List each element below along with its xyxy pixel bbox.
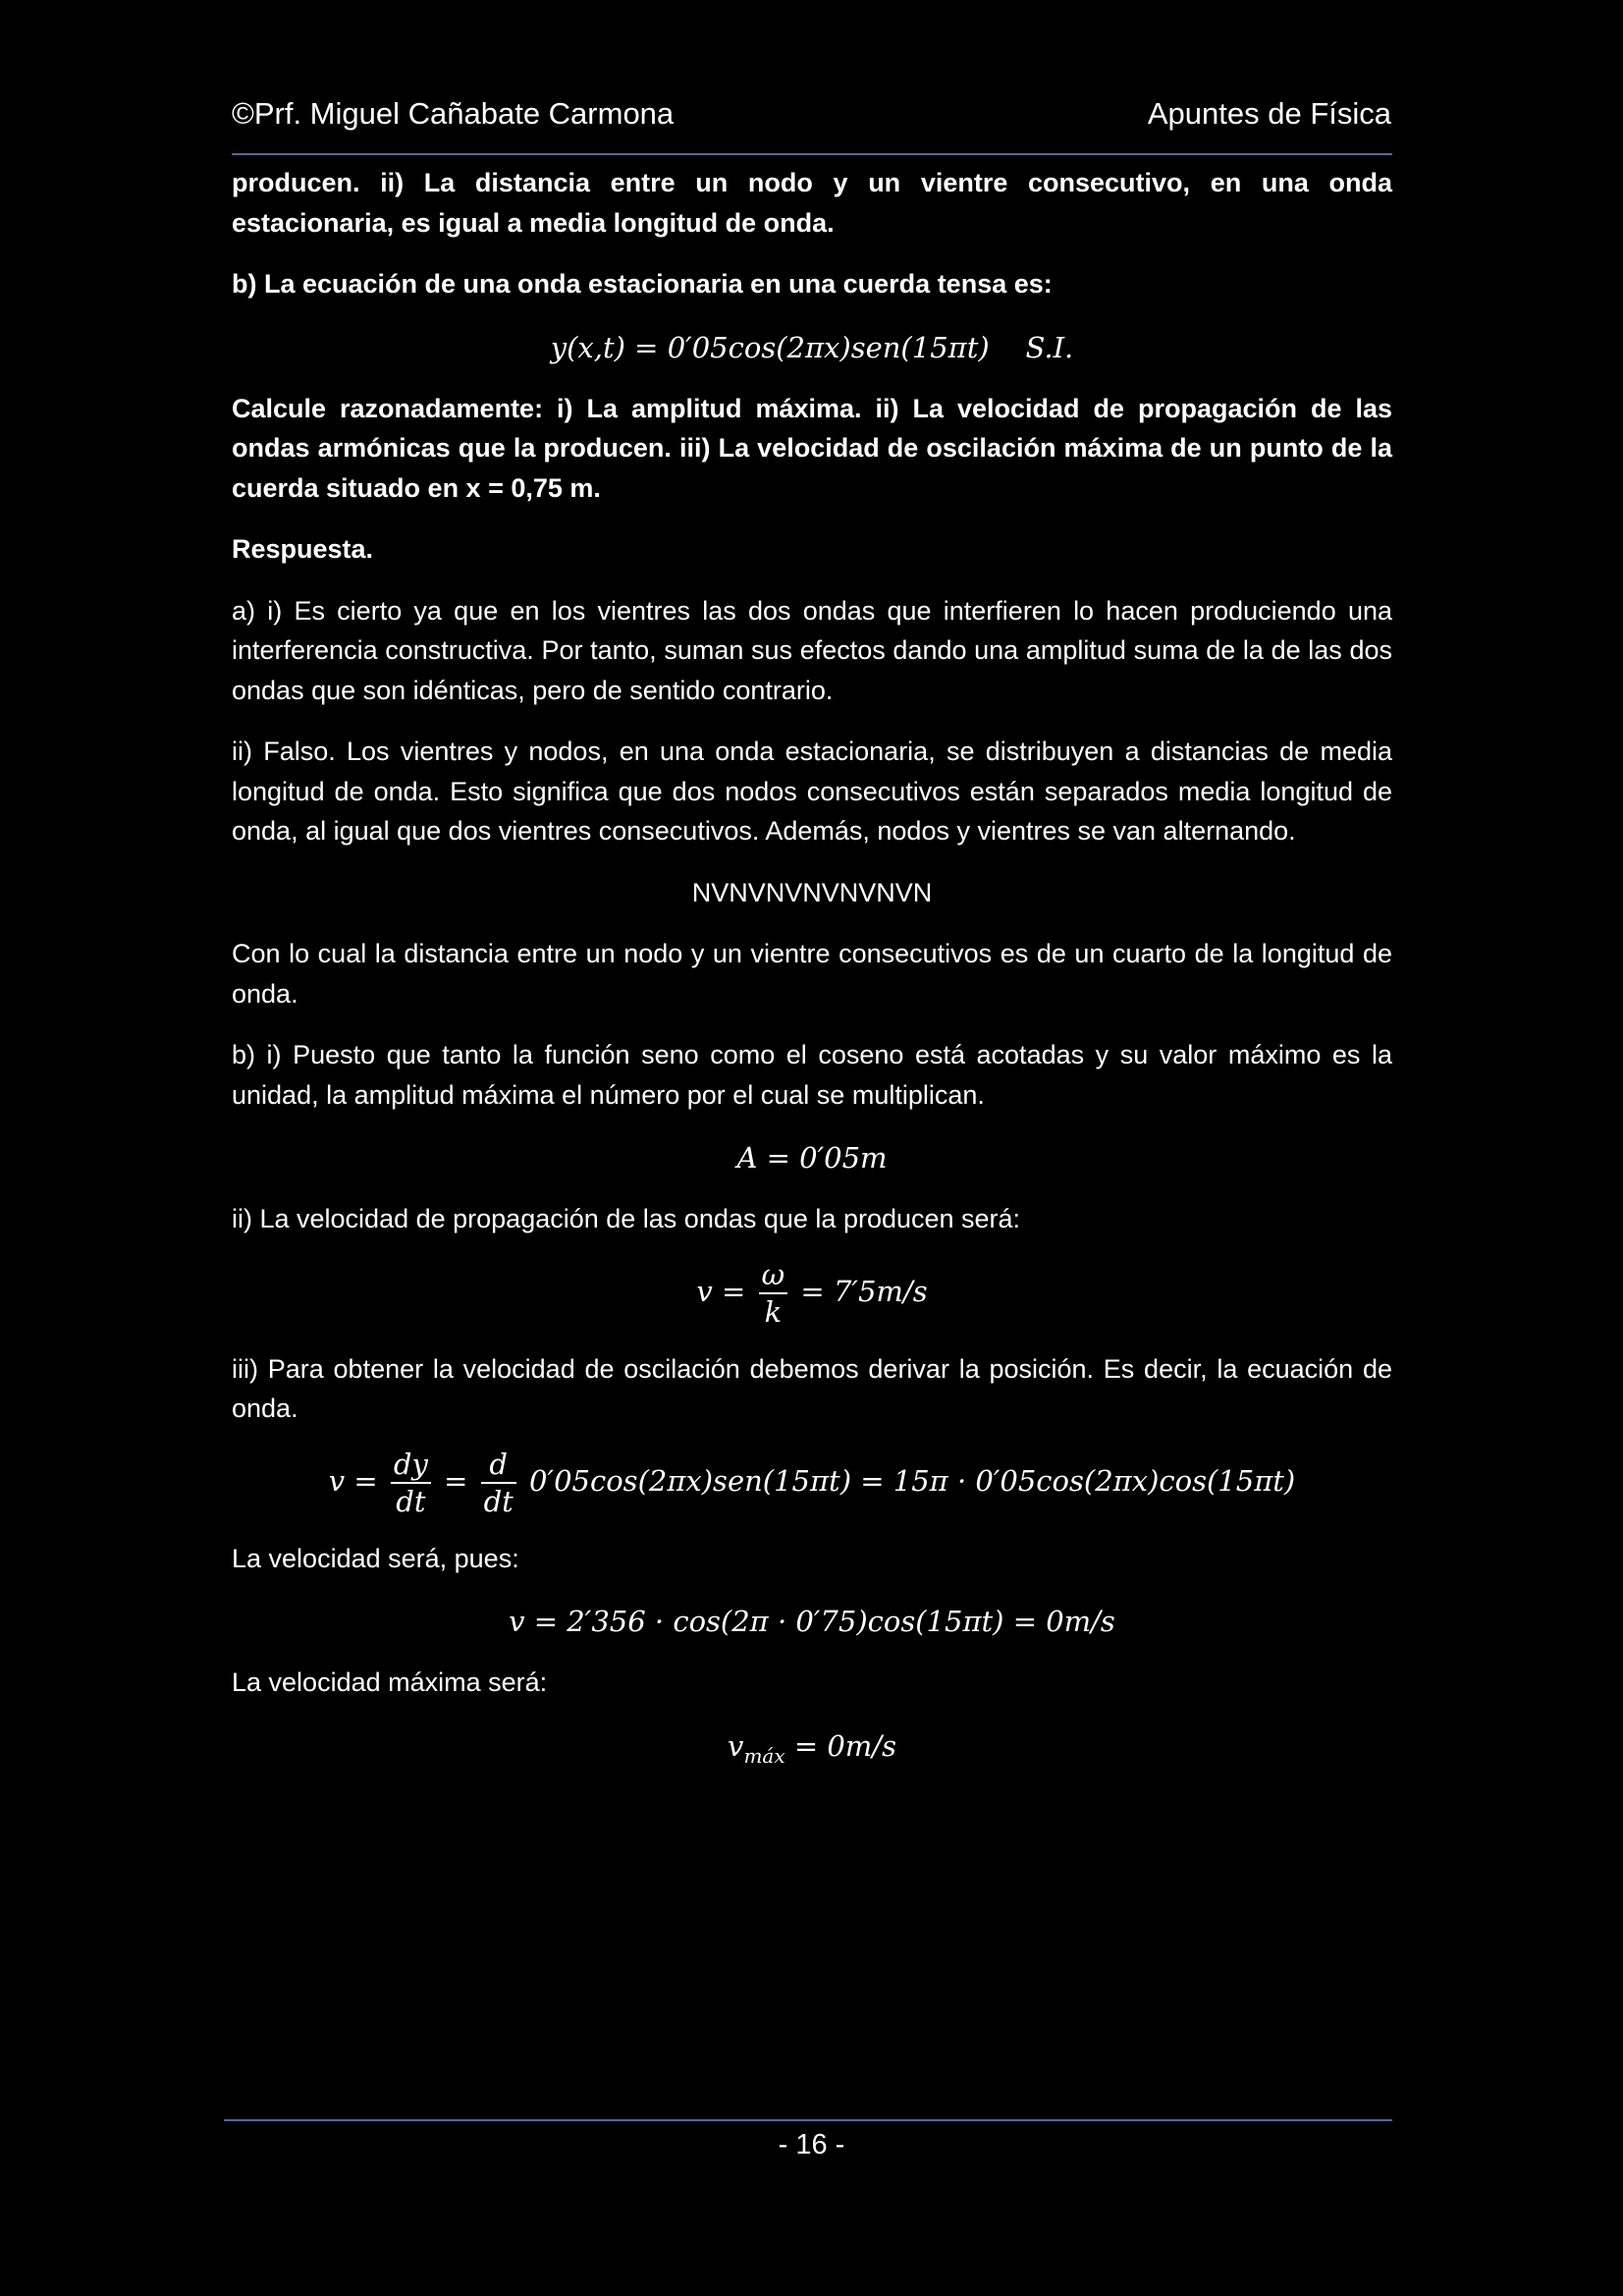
paragraph-conclusion-distance: Con lo cual la distancia entre un nodo y un vientre consecutivos es de un cuarto de la longitud de onda. xyxy=(232,939,1392,1009)
eq3-left: v = xyxy=(696,1274,746,1308)
paragraph-answer-b-iii: iii) Para obtener la velocidad de oscilación debemos derivar la posición. Es decir, la ecuación de onda. xyxy=(232,1353,1392,1423)
paragraph-answer-b-i: b) i) Puesto que tanto la función seno como el coseno está acotadas y su valor máximo es la unidad, la amplitud máxima el número por el cual se multiplican. xyxy=(232,1040,1392,1110)
page-number: - 16 - xyxy=(778,2129,845,2160)
eq4-left: v = xyxy=(328,1463,378,1498)
fraction-omega-over-k xyxy=(759,1257,788,1330)
eq4-equals: = xyxy=(444,1463,468,1498)
document-body xyxy=(232,163,1392,1796)
page-header xyxy=(232,96,1391,136)
eq3-numerator: ω xyxy=(759,1257,788,1294)
equation-max-velocity xyxy=(232,1724,1392,1777)
eq4-denominator-1: dt xyxy=(396,1484,426,1518)
heading-answer: Respuesta. xyxy=(232,534,374,564)
eq3-denominator: k xyxy=(764,1294,783,1329)
eq4-numerator-1: dy xyxy=(391,1447,431,1484)
node-antinode-sequence: NVNVNVNVNVNVN xyxy=(691,877,933,907)
header-author: ©Prf. Miguel Cañabate Carmona xyxy=(232,96,675,131)
eq3-right: = 7′5m/s xyxy=(800,1274,928,1308)
fraction-dy-dt xyxy=(391,1447,431,1519)
paragraph-statement-b: b) La ecuación de una onda estacionaria en una cuerda tensa es: xyxy=(232,269,1053,299)
header-subject: Apuntes de Física xyxy=(1147,96,1391,131)
equation-standing-wave xyxy=(232,326,1392,369)
paragraph-statement-a-ii: producen. ii) La distancia entre un nodo y un vientre consecutivo, en una onda estacionaria, es igual a media longitud de onda. xyxy=(232,168,1392,238)
eq4-right: 0′05cos(2πx)sen(15πt) = 15π · 0′05cos(2πx)cos(15πt) xyxy=(529,1463,1296,1498)
paragraph-velocity-then: La velocidad será, pues: xyxy=(232,1543,519,1573)
equation-velocity-value: v = 2′356 · cos(2π · 0′75)cos(15πt) = 0m/s xyxy=(509,1605,1115,1638)
equation-standing-wave-main: y(x,t) = 0′05cos(2πx)sen(15πt) xyxy=(550,330,990,364)
paragraph-questions: Calcule razonadamente: i) La amplitud máxima. ii) La velocidad de propagación de las ondas armónicas que la producen. iii) La velocidad de oscilación máxima de un punto de la cuerda situado en x = 0,75 m. xyxy=(232,393,1392,503)
fraction-d-dt xyxy=(481,1447,516,1519)
eq6-v: v xyxy=(728,1728,744,1763)
footer-divider xyxy=(224,2119,1392,2121)
eq6-subscript: máx xyxy=(743,1743,785,1768)
paragraph-answer-a-i: a) i) Es cierto ya que en los vientres las dos ondas que interfieren lo hacen produciendo una interferencia constructiva. Por tanto, suman sus efectos dando una amplitud suma de la de las dos ondas que son idénticas, pero de sentido contrario. xyxy=(232,595,1392,705)
eq6-right: = 0m/s xyxy=(784,1728,896,1763)
equation-units: S.I. xyxy=(1025,330,1074,364)
paragraph-answer-a-ii: ii) Falso. Los vientres y nodos, en una onda estacionaria, se distribuyen a distancias de media longitud de onda. Esto significa que dos nodos consecutivos están separados media longitud de onda, al igual que dos vientres consecutivos. Además, nodos y vientres se van alternando. xyxy=(232,737,1392,846)
equation-amplitude: A = 0′05m xyxy=(736,1141,888,1175)
equation-propagation-speed xyxy=(232,1257,1392,1330)
paragraph-answer-b-ii: ii) La velocidad de propagación de las ondas que la producen será: xyxy=(232,1204,1021,1233)
eq4-numerator-2: d xyxy=(481,1447,516,1484)
eq4-denominator-2: dt xyxy=(483,1484,514,1518)
equation-derivative xyxy=(232,1447,1392,1519)
paragraph-max-velocity: La velocidad máxima será: xyxy=(232,1667,548,1697)
header-divider xyxy=(232,153,1392,155)
